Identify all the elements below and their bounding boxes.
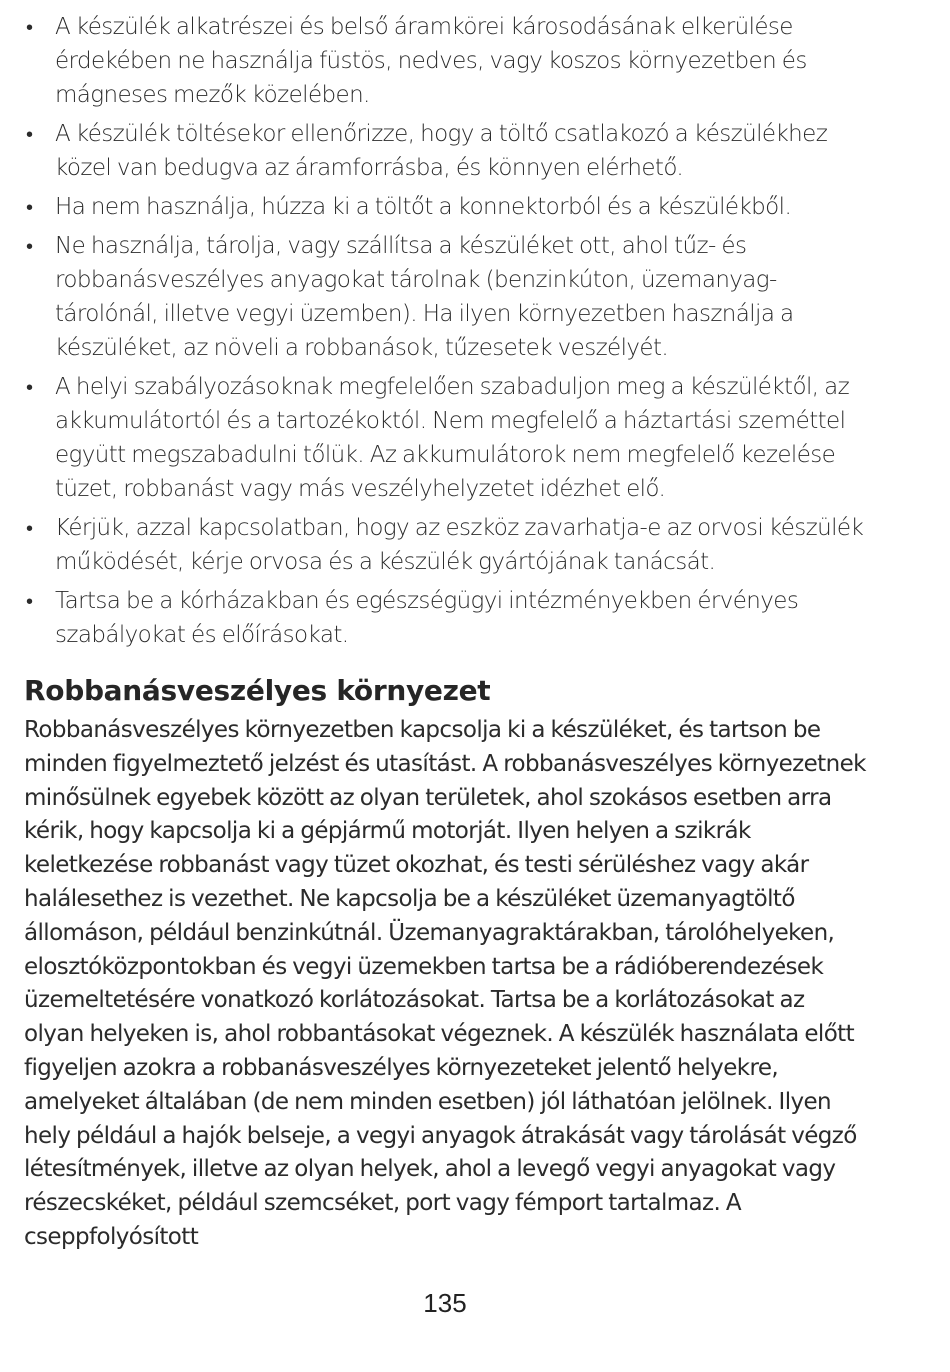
list-item <box>24 190 869 224</box>
list-item <box>24 117 869 185</box>
bullet-text: Tartsa be a kórházakban és egészségügyi intézményekben érvényes szabályokat és előírásokat. <box>55 588 799 648</box>
safety-bullet-list <box>24 10 869 652</box>
list-item <box>24 511 869 579</box>
bullet-text: A készülék töltésekor ellenőrizze, hogy a töltő csatlakozó a készülékhez közel van bedugva az áramforrásba, és könnyen elérhető. <box>55 121 828 181</box>
bullet-icon: • <box>26 122 33 146</box>
bullet-icon: • <box>26 15 33 39</box>
section-body-paragraph: Robbanásveszélyes környezetben kapcsolja ki a készüléket, és tartson be minden figyelmeztető jelzést és utasítást. A robbanásveszélyes környezetnek minősülnek egyebek között az olyan területek, ahol szokásos esetben arra kérik, hogy kapcsolja ki a gépjármű motorját. Ilyen helyen a szikrák keletkezése robbanást vagy tüzet okozhat, és testi sérüléshez vagy akár halálesethez is vezethet. Ne kapcsolja be a készüléket üzemanyagtöltő állomáson, például benzinkútnál. Üzemanyagraktárakban, tárolóhelyeken, elosztóközpontokban és vegyi üzemekben tartsa be a rádióberendezések üzemeltetésére vonatkozó korlátozásokat. Tartsa be a korlátozásokat az olyan helyeken is, ahol robbantásokat végeznek. A készülék használata előtt figyeljen azokra a robbanásveszélyes környezeteket jelentő helyekre, amelyeket általában (de nem minden esetben) jól láthatóan jelölnek. Ilyen hely például a hajók belseje, a vegyi anyagok átrakását vagy tárolását végző létesítmények, illetve az olyan helyek, ahol a levegő vegyi anyagokat vagy részecskéket, például szemcséket, port vagy fémport tartalmaz. A cseppfolyósított <box>24 717 866 1250</box>
list-item <box>24 10 869 112</box>
bullet-icon: • <box>26 234 33 258</box>
bullet-icon: • <box>26 375 33 399</box>
page-number: 135 <box>423 1288 467 1318</box>
bullet-text: Ha nem használja, húzza ki a töltőt a konnektorból és a készülékből. <box>55 194 792 220</box>
section-heading: Robbanásveszélyes környezet <box>24 674 491 707</box>
bullet-icon: • <box>26 195 33 219</box>
list-item <box>24 229 869 365</box>
document-page <box>24 10 869 1255</box>
bullet-icon: • <box>26 589 33 613</box>
list-item <box>24 370 869 506</box>
bullet-text: Kérjük, azzal kapcsolatban, hogy az eszköz zavarhatja-e az orvosi készülék működését, kérje orvosa és a készülék gyártójának tanácsát. <box>55 515 864 575</box>
bullet-icon: • <box>26 516 33 540</box>
bullet-text: Ne használja, tárolja, vagy szállítsa a készüléket ott, ahol tűz- és robbanásveszélyes anyagokat tárolnak (benzinkúton, üzemanyag-tárolónál, illetve vegyi üzemben). Ha ilyen környezetben használja a készüléket, az növeli a robbanások, tűzesetek veszélyét. <box>55 233 794 361</box>
bullet-text: A készülék alkatrészei és belső áramkörei károsodásának elkerülése érdekében ne használja füstös, nedves, vagy koszos környezetben és mágneses mezők közelében. <box>55 14 807 108</box>
list-item <box>24 584 869 652</box>
bullet-text: A helyi szabályozásoknak megfelelően szabaduljon meg a készüléktől, az akkumulátortól és a tartozékoktól. Nem megfelelő a háztartási szeméttel együtt megszabadulni tőlük. Az akkumulátorok nem megfelelő kezelése tüzet, robbanást vagy más veszélyhelyzetet idézhet elő. <box>55 374 850 502</box>
